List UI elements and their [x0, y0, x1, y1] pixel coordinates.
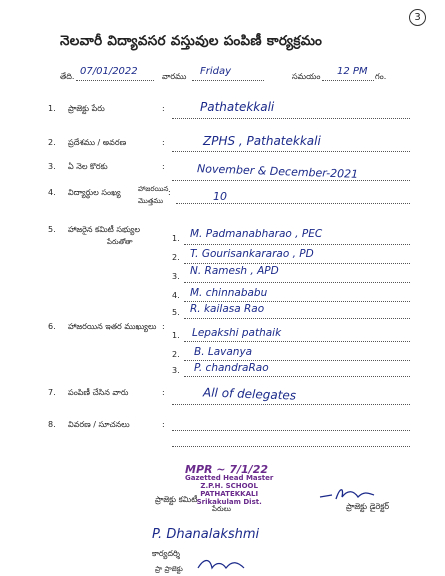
guest-member[interactable]: Lepakshi pathaik [192, 327, 282, 339]
month-label: ఏ నెల కొరకు [68, 162, 108, 171]
time-value[interactable]: 12 PM [337, 66, 368, 77]
day-label: వారము [162, 72, 187, 81]
committee-member[interactable]: R. kailasa Rao [190, 303, 265, 315]
field-number: 1. [48, 104, 56, 113]
month-value[interactable]: November & December-2021 [196, 162, 359, 181]
form-title: నెలవారీ విద్యావసర వస్తువుల పంపిణీ కార్యక్రమం [60, 33, 323, 49]
secretary-signature: P. Dhanalakshmi [152, 527, 260, 542]
field-number: 6. [48, 322, 56, 331]
school-stamp: MPR ~ 7/1/22 Gazetted Head Master Z.P.H. SCHOOL PATHATEKKALI Srikakulam Dist. [185, 463, 274, 506]
committee-label: హాజరైన కమిటీ సభ్యుల [68, 225, 141, 234]
project-name-value[interactable]: Pathatekkali [200, 100, 275, 114]
field-number: 7. [48, 388, 56, 397]
distributed-by-value[interactable]: All of delegates [202, 385, 297, 403]
date-label: తేది. [60, 72, 75, 81]
committee-member[interactable]: M. Padmanabharao , PEC [190, 228, 323, 240]
committee-sublabel: పేరుతోతా [107, 238, 133, 246]
committee-member[interactable]: N. Ramesh , APD [190, 265, 279, 277]
form-page: 3 నెలవారీ విద్యావసర వస్తువుల పంపిణీ కార్యక్రమం తేది. 07/01/2022 వారము Friday సమయం 12 PM గం. 1. ప్రాజెక్టు పేరు : Pathatekkali 2. ప్రదేశము / అవరణ : ZPHS , Pathatekkali 3. ఏ నెల కొరకు : November & December-2021 4. విద్యార్థుల సంఖ్య హాజరయిన మొత్తము : 10 5. హాజరైన కమిటీ సభ్యుల పేరుతోతా 1. M. Padmanabharao , PEC 2. T. Gourisankararao , PD 3. N. Ramesh , APD 4. M. chinnababu 5. R. kailasa Rao 6. హాజరయిన ఇతర ముఖ్యులు : 1. Lepakshi pathaik 2. B. Lavanya 3. P. chandraRao 7. పంపిణీ చేసిన వారు : All of delegates 8. వివరణ / సూచనలు : MPR ~ 7/1/22 Gazetted Head Master Z.P.H. SCHOOL PATHATEKKALI Srikakulam Dist. ప్రాజెక్టు కమిటీ పేరులు ప్రాజెక్టు డైరెక్టర్ P. Dhanalakshmi కార్యదర్శి ప్రా ప్రాజెక్టు [0, 0, 445, 576]
committee-signature-label: ప్రాజెక్టు కమిటీ [155, 495, 198, 504]
bottom-label: ప్రా ప్రాజెక్టు [155, 565, 183, 573]
day-value[interactable]: Friday [200, 66, 232, 77]
field-number: 8. [48, 420, 56, 429]
field-number: 2. [48, 138, 56, 147]
present-label: హాజరయిన [138, 185, 169, 193]
remarks-label: వివరణ / సూచనలు [68, 420, 130, 429]
time-label: సమయం [292, 72, 321, 81]
committee-member[interactable]: T. Gourisankararao , PD [190, 248, 314, 260]
secretary-label: కార్యదర్శి [152, 549, 180, 558]
students-count-label: విద్యార్థుల సంఖ్య [68, 188, 121, 197]
guest-member[interactable]: B. Lavanya [194, 346, 253, 358]
director-label: ప్రాజెక్టు డైరెక్టర్ [346, 502, 390, 511]
venue-label: ప్రదేశము / అవరణ [68, 138, 127, 147]
total-label: మొత్తము [138, 197, 164, 205]
time-suffix: గం. [375, 72, 387, 81]
students-count-value[interactable]: 10 [213, 190, 227, 203]
venue-value[interactable]: ZPHS , Pathatekkali [203, 134, 321, 148]
field-number: 3. [48, 162, 56, 171]
project-name-label: ప్రాజెక్టు పేరు [68, 104, 105, 113]
committee-member[interactable]: M. chinnababu [190, 287, 268, 299]
bottom-signature-icon [196, 556, 256, 574]
field-number: 4. [48, 188, 56, 197]
distributed-by-label: పంపిణీ చేసిన వారు [68, 388, 129, 397]
guests-label: హాజరయిన ఇతర ముఖ్యులు [68, 322, 157, 331]
guest-member[interactable]: P. chandraRao [194, 362, 269, 374]
committee-signature-sublabel: పేరులు [212, 505, 231, 513]
field-number: 5. [48, 225, 56, 234]
page-number: 3 [409, 9, 426, 26]
date-value[interactable]: 07/01/2022 [80, 66, 138, 77]
